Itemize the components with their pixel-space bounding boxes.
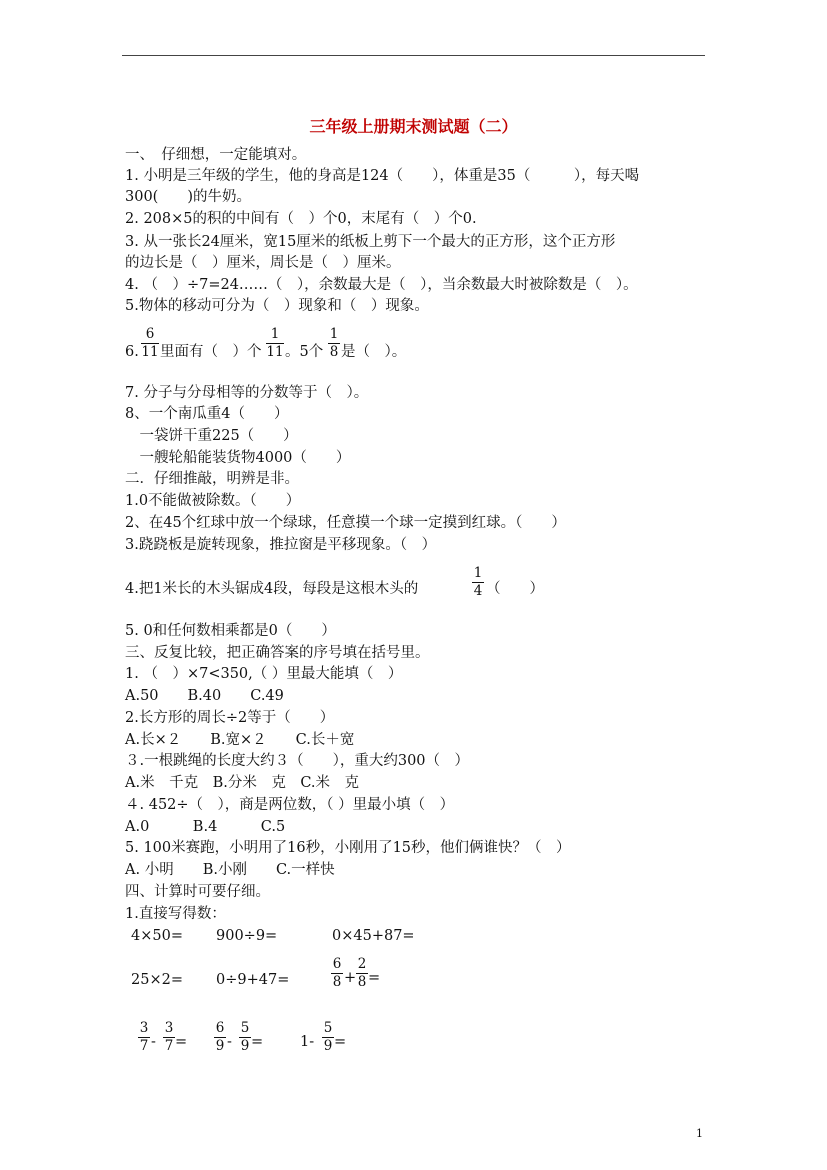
- calc-9-fraction: 5 9: [323, 1020, 333, 1054]
- s3-q2-options: A.长×２ B.宽×２ C.长＋宽: [125, 732, 355, 748]
- calc-9-eq: =: [334, 1034, 347, 1050]
- calc-1: 4×50=: [131, 928, 183, 944]
- calc-7-op: -: [151, 1034, 156, 1050]
- s2-q4-end: （ ）: [486, 581, 544, 597]
- section4-heading: 四、计算时可要仔细。: [125, 884, 270, 900]
- s3-q5: 5. 100米赛跑，小明用了16秒，小刚用了15秒，他们俩谁快？（ ）: [125, 840, 571, 856]
- s1-q4: 4. （ ）÷7=24……（ ），余数最大是（ ），当余数最大时被除数是（ ）。: [125, 277, 638, 293]
- s3-q3-options: A.米 千克 B.分米 克 C.米 克: [125, 775, 360, 791]
- calc-9-lead: 1-: [300, 1034, 315, 1050]
- s1-q6-end: 是（ ）。: [341, 344, 407, 360]
- calc-6-fraction-a: 6 8: [332, 956, 342, 990]
- s1-q6-fraction-2: 1 11: [266, 326, 284, 360]
- s1-q6-mid2: 。5个: [285, 344, 324, 360]
- s3-q4: ４. 452÷（ ），商是两位数，（ ）里最小填（ ）: [125, 797, 455, 813]
- page-number: 1: [696, 1127, 703, 1140]
- s1-q8-line2: 一袋饼干重225（ ）: [125, 428, 298, 444]
- s2-q5: 5. 0和任何数相乘都是0（ ）: [125, 623, 336, 639]
- s1-q6-fraction-3: 1 8: [329, 326, 339, 360]
- s1-q8-line1: 8、一个南瓜重4（ ）: [125, 406, 289, 422]
- s3-q1-options: A.50 B.40 C.49: [125, 688, 284, 704]
- calc-6-fraction-b: 2 8: [357, 956, 367, 990]
- calc-7-eq: =: [175, 1034, 188, 1050]
- calc-4: 25×2=: [131, 972, 183, 988]
- section1-heading: 一、 仔细想，一定能填对。: [125, 147, 307, 163]
- s1-q5: 5.物体的移动可分为（ ）现象和（ ）现象。: [125, 298, 429, 314]
- s2-q1: 1.0不能做被除数。（ ）: [125, 493, 301, 509]
- s1-q6-mid1: 里面有（ ）个: [160, 344, 262, 360]
- s2-q3: 3.跷跷板是旋转现象，推拉窗是平移现象。（ ）: [125, 537, 437, 553]
- calc-5: 0÷9+47=: [216, 972, 290, 988]
- calc-8-op: -: [227, 1034, 232, 1050]
- s3-q2: 2.长方形的周长÷2等于（ ）: [125, 710, 335, 726]
- s1-q7: 7. 分子与分母相等的分数等于（ ）。: [125, 385, 369, 401]
- s2-q4-fraction: 1 4: [473, 565, 483, 599]
- s1-q3-line2: 的边长是（ ）厘米，周长是（ ）厘米。: [125, 255, 401, 271]
- s1-q6-prefix: 6.: [125, 344, 139, 360]
- s3-q3: ３.一根跳绳的长度大约３（ ），重大约300（ ）: [125, 753, 470, 769]
- calc-8-fraction-a: 6 9: [215, 1020, 225, 1054]
- s3-q4-options: A.0 B.4 C.5: [125, 819, 286, 835]
- calc-8-fraction-b: 5 9: [240, 1020, 250, 1054]
- s3-q1: 1. （ ）×7<350,（ ）里最大能填（ ）: [125, 666, 403, 682]
- calc-8-eq: =: [251, 1034, 264, 1050]
- calc-7-fraction-b: 3 7: [164, 1020, 174, 1054]
- s2-q2: 2、在45个红球中放一个绿球，任意摸一个球一定摸到红球。（ ）: [125, 515, 566, 531]
- s1-q3-line1: 3. 从一张长24厘米，宽15厘米的纸板上剪下一个最大的正方形，这个正方形: [125, 234, 616, 250]
- page-title: 三年级上册期末测试题（二）: [309, 117, 518, 136]
- s1-q8-line3: 一艘轮船能装货物4000（ ）: [125, 450, 351, 466]
- calc-7-fraction-a: 3 7: [139, 1020, 149, 1054]
- section2-heading: 二．仔细推敲，明辨是非。: [125, 471, 299, 487]
- calc-6-op: +: [344, 970, 357, 986]
- calc-6-eq: =: [368, 970, 381, 986]
- calc-2: 900÷9=: [216, 928, 278, 944]
- header-rule: [122, 55, 705, 56]
- s2-q4-text: 4.把1米长的木头锯成4段，每段是这根木头的: [125, 581, 419, 597]
- calc-3: 0×45+87=: [332, 928, 415, 944]
- section3-heading: 三、反复比较，把正确答案的序号填在括号里。: [125, 645, 430, 661]
- s1-q2: 2. 208×5的积的中间有（ ）个0，末尾有（ ）个0.: [125, 211, 477, 227]
- s1-q6-fraction-1: 6 11: [141, 326, 159, 360]
- s1-q1-line1: 1. 小明是三年级的学生，他的身高是124（ ），体重是35（ ），每天喝: [125, 168, 640, 184]
- s3-q5-options: A. 小明 B.小刚 C.一样快: [125, 862, 335, 878]
- s1-q1-line2: 300( )的牛奶。: [125, 189, 251, 205]
- s4-sub1: 1.直接写得数：: [125, 906, 226, 922]
